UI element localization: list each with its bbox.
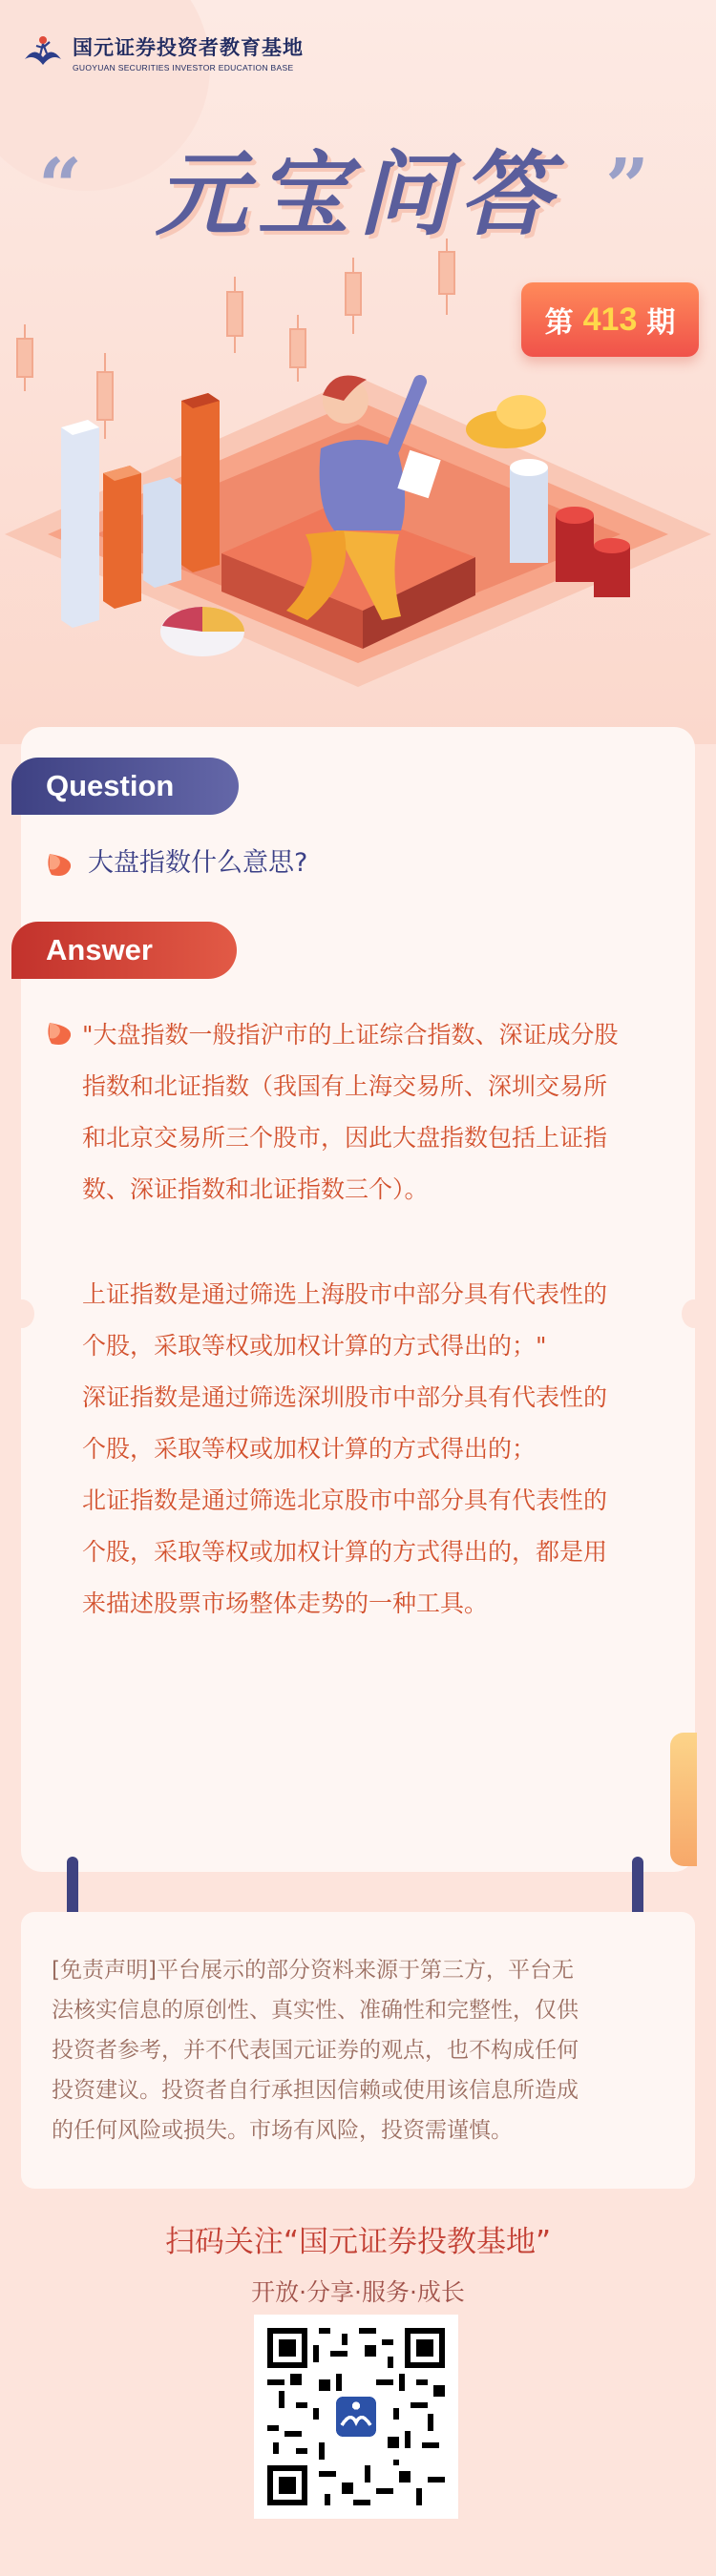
- title-quote-left: “: [38, 141, 83, 231]
- answer-line: 指数和北证指数（我国有上海交易所、深圳交易所: [82, 1072, 608, 1100]
- follow-prompt: 扫码关注“国元证券投教基地”: [164, 2225, 552, 2259]
- qr-code[interactable]: [254, 2315, 458, 2519]
- qr-code-icon: [267, 2328, 445, 2505]
- detail-line: 上证指数是通过筛选上海股市中部分具有代表性的: [82, 1280, 608, 1308]
- answer-line: "大盘指数一般指沪市的上证综合指数、深证成分股: [82, 1021, 619, 1049]
- answer-summary: [82, 1009, 655, 1215]
- detail-line: 个股，采取等权或加权计算的方式得出的，都是用: [82, 1538, 608, 1566]
- answer-bullet-icon: [46, 1021, 74, 1048]
- page-title: 元宝问答: [156, 141, 560, 248]
- card-corner-decoration: [670, 1733, 697, 1866]
- issue-prefix: 第: [544, 306, 574, 340]
- disclaimer-line: 投资建议。投资者自行承担因信赖或使用该信息所造成: [52, 2078, 579, 2103]
- detail-line: 个股，采取等权或加权计算的方式得出的；": [82, 1332, 547, 1360]
- slogan: 开放·分享·服务·成长: [251, 2278, 465, 2306]
- detail-line: 来描述股票市场整体走势的一种工具。: [82, 1589, 489, 1617]
- question-bullet-icon: [46, 852, 74, 879]
- disclaimer-line: [免责声明]平台展示的部分资料来源于第三方，平台无: [52, 1958, 574, 1983]
- answer-details: [82, 1269, 655, 1630]
- disclaimer-text: [52, 1950, 666, 2150]
- answer-line: 数、深证指数和北证指数三个）。: [82, 1175, 429, 1203]
- answer-line: 和北京交易所三个股市，因此大盘指数包括上证指: [82, 1124, 608, 1152]
- logo-chinese-name: 国元证券投资者教育基地: [73, 36, 304, 59]
- disclaimer-line: 法核实信息的原创性、真实性、准确性和完整性，仅供: [52, 1998, 579, 2023]
- detail-line: 深证指数是通过筛选深圳股市中部分具有代表性的: [82, 1383, 608, 1411]
- detail-line: 个股，采取等权或加权计算的方式得出的；: [82, 1435, 537, 1463]
- card-notch-left: [10, 1299, 34, 1328]
- disclaimer-line: 的任何风险或损失。市场有风险，投资需谨慎。: [52, 2118, 513, 2143]
- disclaimer-line: 投资者参考，并不代表国元证券的观点，也不构成任何: [52, 2038, 579, 2063]
- question-text: 大盘指数什么意思?: [88, 848, 308, 878]
- title-quote-right: ”: [605, 141, 650, 231]
- answer-tab: Answer: [11, 922, 237, 979]
- issue-number: 413: [582, 301, 638, 338]
- brand-logo: [21, 31, 304, 74]
- hero-banner: [0, 0, 716, 744]
- issue-badge: [521, 282, 699, 357]
- detail-line: 北证指数是通过筛选北京股市中部分具有代表性的: [82, 1486, 608, 1514]
- question-tab: Question: [11, 758, 239, 815]
- issue-suffix: 期: [646, 306, 676, 340]
- logo-english-name: GUOYUAN SECURITIES INVESTOR EDUCATION BASE: [73, 63, 294, 73]
- logo-icon: [21, 31, 65, 74]
- card-notch-right: [682, 1299, 706, 1328]
